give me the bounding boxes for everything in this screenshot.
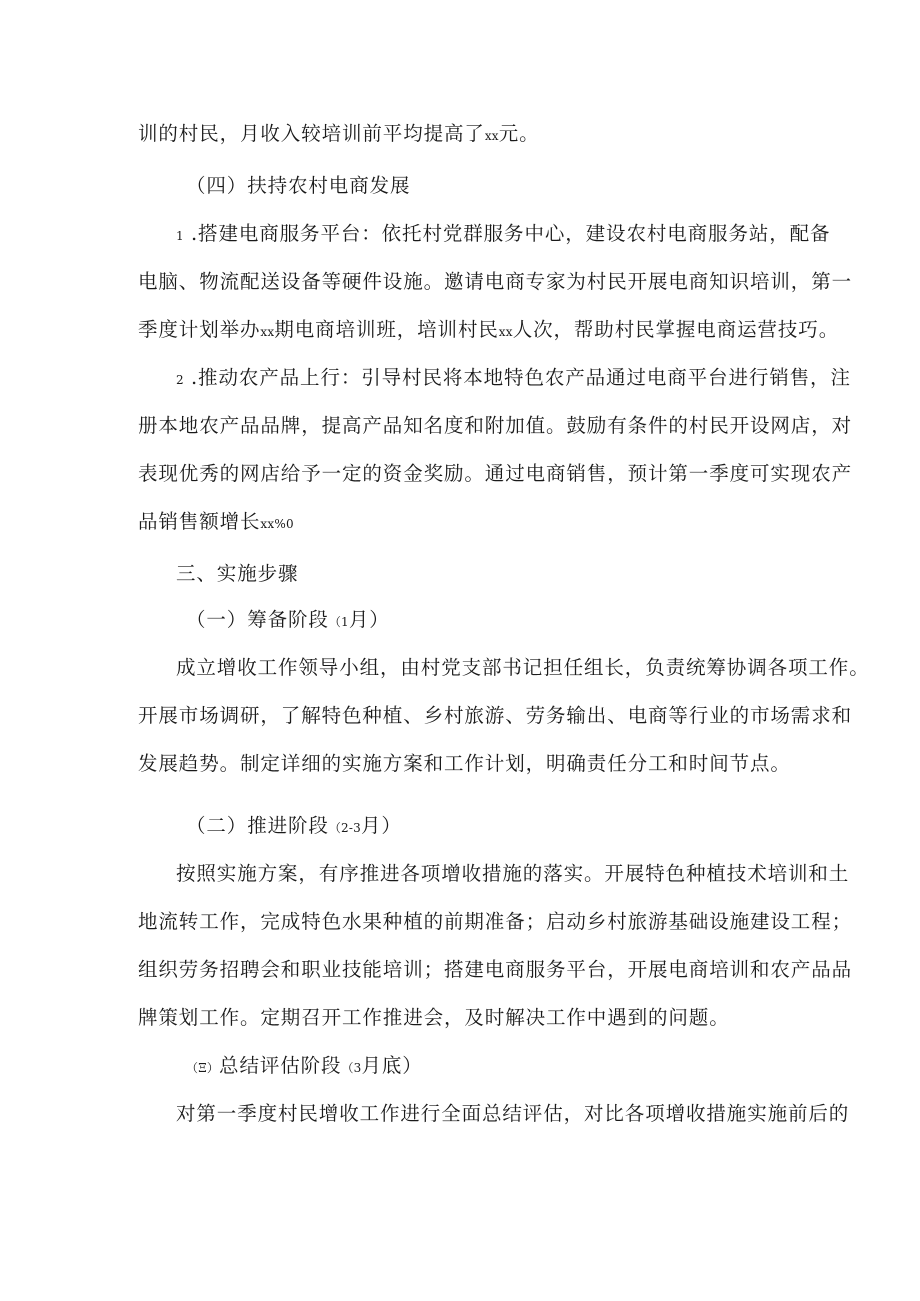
body-line: 按照实施方案，有序推进各项增收措施的落实。开展特色种植技术培训和土 [176, 862, 850, 885]
subsection-heading: （Ξ）总结评估阶段（3月底） [186, 1054, 423, 1077]
body-line: 发展趋势。制定详细的实施方案和工作计划，明确责任分工和时间节点。 [138, 752, 791, 775]
body-line: 季度计划举办xx期电商培训班，培训村民xx人次，帮助村民掌握电商运营技巧。 [138, 318, 840, 341]
body-line: 训的村民，月收入较培训前平均提高了xx元。 [138, 122, 540, 145]
body-line: 牌策划工作。定期召开工作推进会，及时解决工作中遇到的问题。 [138, 1006, 730, 1029]
body-line: 册本地农产品品牌，提高产品知名度和附加值。鼓励有条件的村民开设网店，对 [138, 414, 853, 437]
list-item: 2 .推动农产品上行：引导村民将本地特色农产品通过电商平台进行销售，注 [176, 366, 851, 389]
subsection-heading: （二）推进阶段（2-3月） [186, 814, 402, 837]
body-line: 成立增收工作领导小组，由村党支部书记担任组长，负责统筹协调各项工作。 [176, 656, 870, 679]
body-line: 表现优秀的网店给予一定的资金奖励。通过电商销售，预计第一季度可实现农产 [138, 462, 853, 485]
subsection-heading: （一）筹备阶段（1月） [186, 608, 390, 631]
body-line: 组织劳务招聘会和职业技能培训；搭建电商服务平台，开展电商培训和农产品品 [138, 958, 853, 981]
body-line: 对第一季度村民增收工作进行全面总结评估，对比各项增收措施实施前后的 [176, 1102, 850, 1125]
section-heading: （四）扶持农村电商发展 [186, 174, 411, 197]
list-item: 1 .搭建电商服务平台：依托村党群服务中心，建设农村电商服务站，配备 [176, 222, 831, 245]
body-line: 电脑、物流配送设备等硬件设施。邀请电商专家为村民开展电商知识培训，第一 [138, 270, 853, 293]
section-heading: 三、实施步骤 [176, 562, 299, 585]
body-line: 地流转工作，完成特色水果种植的前期准备；启动乡村旅游基础设施建设工程； [138, 910, 853, 933]
body-line: 品销售额增长xx%0 [138, 510, 294, 533]
body-line: 开展市场调研，了解特色种植、乡村旅游、劳务输出、电商等行业的市场需求和 [138, 704, 853, 727]
